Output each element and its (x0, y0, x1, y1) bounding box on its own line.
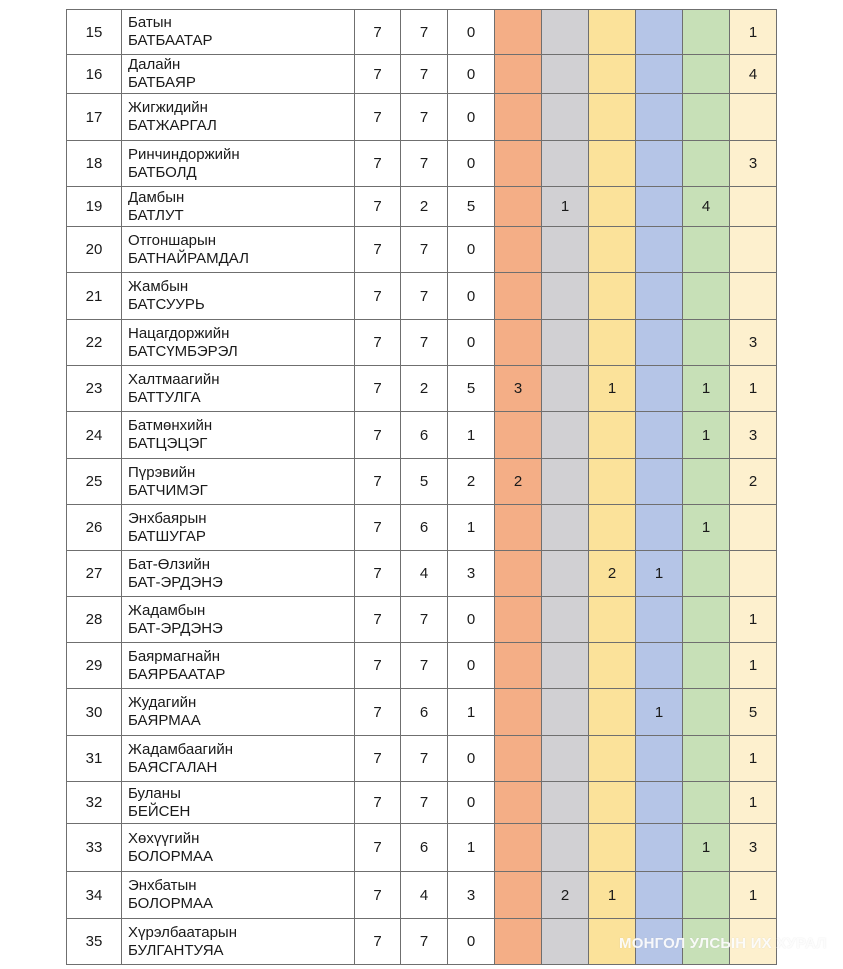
category-f-cell: 1 (730, 366, 777, 412)
member-name (122, 824, 355, 872)
category-f-cell (730, 187, 777, 227)
present-count: 7 (401, 782, 448, 824)
member-name (122, 55, 355, 94)
category-e-cell (683, 94, 730, 141)
present-count: 7 (401, 94, 448, 141)
member-given-name: Хөхүүгийн (128, 829, 200, 847)
table-row (67, 273, 777, 320)
present-count: 7 (401, 643, 448, 689)
category-e-cell (683, 736, 730, 782)
row-number: 32 (67, 782, 122, 824)
member-given-name: Жигжидийн (128, 99, 208, 116)
row-number: 25 (67, 459, 122, 505)
category-d-cell (636, 187, 683, 227)
total-sessions: 7 (355, 459, 401, 505)
category-d-cell (636, 736, 683, 782)
total-sessions: 7 (355, 824, 401, 872)
category-e-cell (683, 273, 730, 320)
category-a-cell (495, 551, 542, 597)
category-e-cell: 4 (683, 187, 730, 227)
member-given-name: Жадамбаагийн (128, 740, 234, 758)
category-e-cell (683, 643, 730, 689)
category-d-cell (636, 273, 683, 320)
row-number: 27 (67, 551, 122, 597)
present-count: 5 (401, 459, 448, 505)
member-surname: БАТСУУРЬ (128, 296, 205, 313)
category-f-cell: 1 (730, 643, 777, 689)
watermark: МОНГОЛ УЛСЫН ИХ ХУРАЛ (619, 935, 827, 952)
row-number: 15 (67, 10, 122, 55)
category-c-cell (589, 94, 636, 141)
category-b-cell (542, 736, 589, 782)
category-b-cell (542, 227, 589, 273)
total-sessions: 7 (355, 10, 401, 55)
absent-count: 0 (448, 643, 495, 689)
category-a-cell (495, 643, 542, 689)
present-count: 7 (401, 919, 448, 965)
category-a-cell (495, 872, 542, 919)
row-number: 17 (67, 94, 122, 141)
category-b-cell: 2 (542, 872, 589, 919)
category-f-cell: 1 (730, 597, 777, 643)
category-f-cell: 3 (730, 141, 777, 187)
category-c-cell (589, 736, 636, 782)
member-given-name: Жадамбын (128, 601, 206, 619)
category-c-cell (589, 459, 636, 505)
category-c-cell (589, 10, 636, 55)
category-b-cell (542, 459, 589, 505)
absent-count: 1 (448, 412, 495, 459)
category-c-cell (589, 187, 636, 227)
category-b-cell (542, 320, 589, 366)
member-name (122, 782, 355, 824)
table-row (67, 643, 777, 689)
member-given-name: Энхбатын (128, 877, 197, 894)
category-e-cell (683, 872, 730, 919)
total-sessions: 7 (355, 505, 401, 551)
row-number: 20 (67, 227, 122, 273)
member-name (122, 551, 355, 597)
member-given-name: Хүрэлбаатарын (128, 923, 237, 941)
category-d-cell (636, 227, 683, 273)
member-name (122, 736, 355, 782)
total-sessions: 7 (355, 94, 401, 141)
member-given-name: Жамбын (128, 278, 189, 295)
present-count: 6 (401, 412, 448, 459)
category-c-cell (589, 689, 636, 736)
category-e-cell: 1 (683, 505, 730, 551)
category-a-cell (495, 782, 542, 824)
total-sessions: 7 (355, 597, 401, 643)
category-f-cell (730, 551, 777, 597)
table-body (67, 10, 777, 965)
member-surname: БАТНАЙРАМДАЛ (128, 249, 249, 267)
member-given-name: Буланы (128, 784, 181, 802)
category-a-cell (495, 10, 542, 55)
row-number: 31 (67, 736, 122, 782)
absent-count: 0 (448, 10, 495, 55)
category-d-cell (636, 505, 683, 551)
total-sessions: 7 (355, 872, 401, 919)
table-row (67, 10, 777, 55)
category-f-cell: 2 (730, 459, 777, 505)
category-d-cell (636, 459, 683, 505)
row-number: 16 (67, 55, 122, 94)
member-surname: БАТШУГАР (128, 527, 206, 545)
member-surname: БАТЧИМЭГ (128, 481, 208, 499)
member-surname: БАТБААТАР (128, 32, 213, 49)
category-f-cell (730, 94, 777, 141)
present-count: 6 (401, 824, 448, 872)
category-b-cell (542, 10, 589, 55)
category-c-cell (589, 782, 636, 824)
member-name (122, 366, 355, 412)
category-f-cell: 1 (730, 736, 777, 782)
present-count: 7 (401, 55, 448, 94)
member-surname: БАТБАЯР (128, 74, 196, 91)
category-e-cell (683, 55, 730, 94)
category-b-cell (542, 412, 589, 459)
member-name (122, 94, 355, 141)
category-d-cell (636, 366, 683, 412)
member-name (122, 10, 355, 55)
category-f-cell (730, 505, 777, 551)
category-d-cell (636, 412, 683, 459)
absent-count: 0 (448, 227, 495, 273)
absent-count: 0 (448, 919, 495, 965)
row-number: 28 (67, 597, 122, 643)
table-row (67, 872, 777, 919)
present-count: 2 (401, 187, 448, 227)
total-sessions: 7 (355, 736, 401, 782)
member-surname: БОЛОРМАА (128, 847, 214, 865)
total-sessions: 7 (355, 366, 401, 412)
category-a-cell (495, 505, 542, 551)
row-number: 19 (67, 187, 122, 227)
row-number: 35 (67, 919, 122, 965)
present-count: 2 (401, 366, 448, 412)
table-row (67, 227, 777, 273)
table-row (67, 597, 777, 643)
table-row (67, 320, 777, 366)
category-e-cell (683, 459, 730, 505)
absent-count: 5 (448, 187, 495, 227)
category-f-cell: 1 (730, 872, 777, 919)
category-a-cell (495, 55, 542, 94)
total-sessions: 7 (355, 412, 401, 459)
category-f-cell (730, 227, 777, 273)
category-a-cell (495, 736, 542, 782)
total-sessions: 7 (355, 55, 401, 94)
member-given-name: Ринчиндоржийн (128, 145, 240, 163)
member-name (122, 643, 355, 689)
category-d-cell (636, 782, 683, 824)
category-a-cell (495, 597, 542, 643)
category-a-cell (495, 689, 542, 736)
category-b-cell (542, 94, 589, 141)
absent-count: 0 (448, 597, 495, 643)
member-surname: БАТЛУТ (128, 206, 184, 224)
category-c-cell: 1 (589, 366, 636, 412)
present-count: 7 (401, 10, 448, 55)
member-given-name: Батын (128, 14, 172, 31)
category-a-cell (495, 141, 542, 187)
member-given-name: Жудагийн (128, 694, 197, 711)
row-number: 24 (67, 412, 122, 459)
member-surname: БАТ-ЭРДЭНЭ (128, 573, 223, 591)
category-c-cell (589, 227, 636, 273)
category-b-cell (542, 273, 589, 320)
member-given-name: Дамбын (128, 188, 185, 206)
category-e-cell (683, 10, 730, 55)
present-count: 7 (401, 736, 448, 782)
absent-count: 5 (448, 366, 495, 412)
category-b-cell (542, 597, 589, 643)
category-b-cell (542, 643, 589, 689)
category-d-cell (636, 10, 683, 55)
category-f-cell: 1 (730, 10, 777, 55)
attendance-table (66, 9, 777, 965)
total-sessions: 7 (355, 273, 401, 320)
table-row (67, 412, 777, 459)
absent-count: 3 (448, 872, 495, 919)
category-a-cell (495, 94, 542, 141)
row-number: 21 (67, 273, 122, 320)
category-e-cell (683, 782, 730, 824)
category-e-cell (683, 689, 730, 736)
category-b-cell (542, 505, 589, 551)
member-given-name: Пүрэвийн (128, 463, 196, 481)
category-b-cell (542, 782, 589, 824)
table-row (67, 459, 777, 505)
category-a-cell (495, 273, 542, 320)
member-given-name: Халтмаагийн (128, 370, 220, 388)
category-b-cell (542, 141, 589, 187)
category-d-cell (636, 872, 683, 919)
category-d-cell (636, 824, 683, 872)
absent-count: 1 (448, 824, 495, 872)
category-d-cell (636, 597, 683, 643)
absent-count: 0 (448, 782, 495, 824)
category-c-cell (589, 412, 636, 459)
member-given-name: Батмөнхийн (128, 417, 213, 434)
row-number: 22 (67, 320, 122, 366)
row-number: 30 (67, 689, 122, 736)
row-number: 26 (67, 505, 122, 551)
member-surname: БОЛОРМАА (128, 895, 214, 912)
table-row (67, 551, 777, 597)
member-given-name: Энхбаярын (128, 509, 207, 527)
category-c-cell: 2 (589, 551, 636, 597)
table-row (67, 736, 777, 782)
category-a-cell (495, 824, 542, 872)
present-count: 4 (401, 551, 448, 597)
category-e-cell (683, 227, 730, 273)
absent-count: 0 (448, 273, 495, 320)
present-count: 7 (401, 320, 448, 366)
category-b-cell (542, 551, 589, 597)
absent-count: 0 (448, 736, 495, 782)
total-sessions: 7 (355, 141, 401, 187)
present-count: 4 (401, 872, 448, 919)
member-surname: БАТСҮМБЭРЭЛ (128, 342, 238, 360)
category-a-cell (495, 412, 542, 459)
member-name (122, 227, 355, 273)
category-c-cell (589, 597, 636, 643)
category-f-cell: 4 (730, 55, 777, 94)
category-c-cell (589, 505, 636, 551)
category-a-cell: 2 (495, 459, 542, 505)
table-row (67, 824, 777, 872)
category-d-cell: 1 (636, 689, 683, 736)
row-number: 33 (67, 824, 122, 872)
member-surname: БАЯРБААТАР (128, 665, 226, 683)
member-surname: БЕЙСЕН (128, 802, 191, 820)
absent-count: 1 (448, 689, 495, 736)
category-a-cell (495, 187, 542, 227)
category-c-cell (589, 824, 636, 872)
total-sessions: 7 (355, 551, 401, 597)
absent-count: 0 (448, 55, 495, 94)
category-d-cell (636, 55, 683, 94)
category-e-cell: 1 (683, 824, 730, 872)
present-count: 7 (401, 141, 448, 187)
table-row (67, 141, 777, 187)
member-given-name: Баярмагнайн (128, 647, 221, 665)
absent-count: 1 (448, 505, 495, 551)
category-f-cell: 3 (730, 412, 777, 459)
category-f-cell: 3 (730, 824, 777, 872)
member-name (122, 187, 355, 227)
member-name (122, 412, 355, 459)
member-name (122, 141, 355, 187)
present-count: 7 (401, 227, 448, 273)
member-surname: БАТТУЛГА (128, 388, 201, 406)
member-name (122, 872, 355, 919)
category-f-cell: 1 (730, 782, 777, 824)
category-e-cell: 1 (683, 412, 730, 459)
total-sessions: 7 (355, 689, 401, 736)
total-sessions: 7 (355, 643, 401, 689)
total-sessions: 7 (355, 187, 401, 227)
category-d-cell (636, 320, 683, 366)
member-surname: БАТЖАРГАЛ (128, 117, 217, 134)
category-e-cell (683, 320, 730, 366)
absent-count: 3 (448, 551, 495, 597)
member-given-name: Нацагдоржийн (128, 324, 230, 342)
table-row (67, 55, 777, 94)
category-f-cell: 5 (730, 689, 777, 736)
member-given-name: Отгоншарын (128, 231, 217, 249)
category-b-cell: 1 (542, 187, 589, 227)
category-f-cell: 3 (730, 320, 777, 366)
member-surname: БАТЦЭЦЭГ (128, 435, 208, 452)
member-name (122, 505, 355, 551)
total-sessions: 7 (355, 320, 401, 366)
category-b-cell (542, 824, 589, 872)
category-a-cell (495, 320, 542, 366)
category-a-cell: 3 (495, 366, 542, 412)
member-name (122, 273, 355, 320)
category-d-cell (636, 141, 683, 187)
member-surname: БУЛГАНТУЯА (128, 941, 224, 959)
member-given-name: Далайн (128, 56, 181, 73)
table-row (67, 505, 777, 551)
table-row (67, 187, 777, 227)
category-d-cell (636, 94, 683, 141)
category-c-cell (589, 643, 636, 689)
member-name (122, 919, 355, 965)
category-c-cell: 1 (589, 872, 636, 919)
member-given-name: Бат-Өлзийн (128, 555, 211, 573)
category-b-cell (542, 55, 589, 94)
category-b-cell (542, 689, 589, 736)
category-e-cell (683, 551, 730, 597)
category-e-cell: 1 (683, 366, 730, 412)
total-sessions: 7 (355, 227, 401, 273)
total-sessions: 7 (355, 919, 401, 965)
absent-count: 0 (448, 320, 495, 366)
category-b-cell (542, 919, 589, 965)
member-surname: БАТБОЛД (128, 163, 197, 181)
member-surname: БАЯСГАЛАН (128, 758, 218, 776)
total-sessions: 7 (355, 782, 401, 824)
absent-count: 0 (448, 141, 495, 187)
category-c-cell (589, 55, 636, 94)
member-name (122, 459, 355, 505)
member-surname: БАТ-ЭРДЭНЭ (128, 619, 223, 637)
category-d-cell (636, 643, 683, 689)
category-c-cell (589, 141, 636, 187)
present-count: 6 (401, 505, 448, 551)
row-number: 18 (67, 141, 122, 187)
row-number: 34 (67, 872, 122, 919)
member-name (122, 689, 355, 736)
category-d-cell: 1 (636, 551, 683, 597)
table-row (67, 782, 777, 824)
member-name (122, 320, 355, 366)
row-number: 29 (67, 643, 122, 689)
category-e-cell (683, 597, 730, 643)
category-a-cell (495, 919, 542, 965)
category-c-cell (589, 273, 636, 320)
category-a-cell (495, 227, 542, 273)
present-count: 7 (401, 597, 448, 643)
table-row (67, 94, 777, 141)
member-name (122, 597, 355, 643)
category-e-cell (683, 141, 730, 187)
table-row (67, 689, 777, 736)
absent-count: 0 (448, 94, 495, 141)
category-f-cell (730, 273, 777, 320)
absent-count: 2 (448, 459, 495, 505)
member-surname: БАЯРМАА (128, 712, 201, 729)
present-count: 6 (401, 689, 448, 736)
category-c-cell (589, 320, 636, 366)
table-row (67, 366, 777, 412)
row-number: 23 (67, 366, 122, 412)
present-count: 7 (401, 273, 448, 320)
category-b-cell (542, 366, 589, 412)
